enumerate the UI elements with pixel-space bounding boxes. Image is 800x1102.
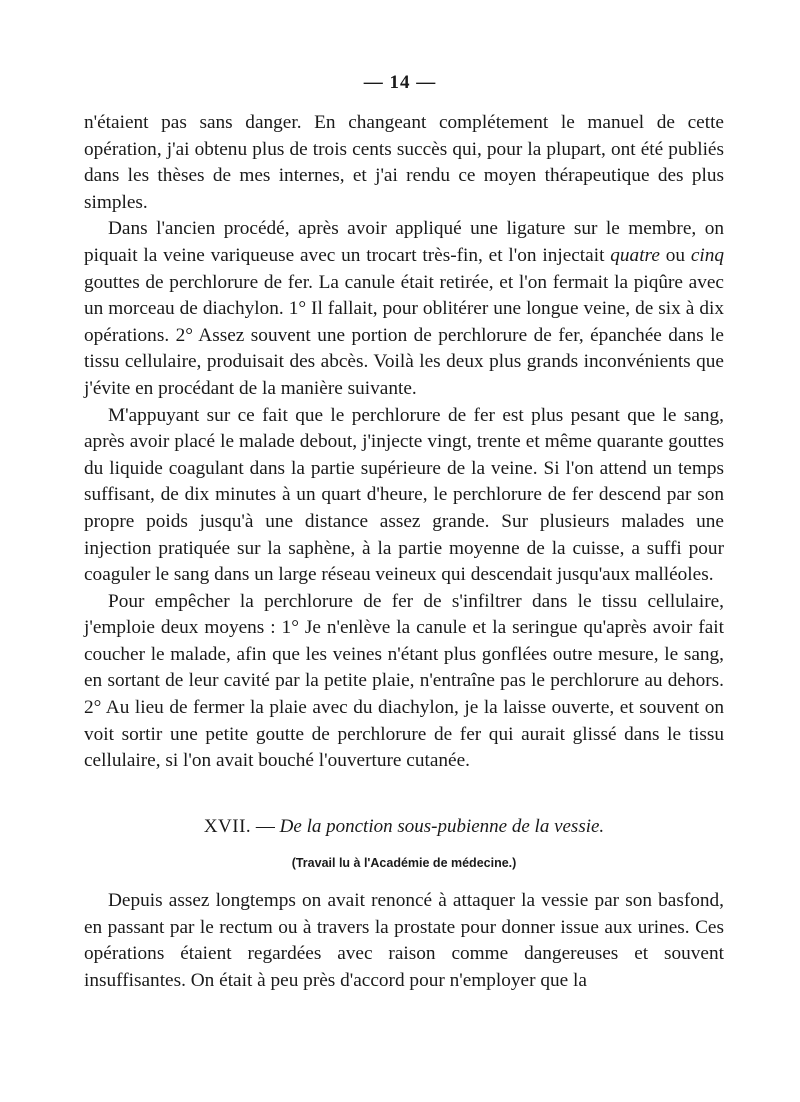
paragraph-4: Pour empêcher la perchlorure de fer de s'infiltrer dans le tissu cellulaire, j'emploie deux moyens : 1° Je n'enlève la canule et la seringue qu'après avoir fait coucher le malade, afin que les veines n'étant plus gonflées outre mesure, le sang, en sortant de leur cavité par la petite plaie, n'entraîne pas le perchlorure au dehors. 2° Au lieu de fermer la plaie avec du diachylon, je la laisse ouverte, et souvent on voit sortir une petite goutte de perchlorure de fer qui aurait glissé dans le tissu cellulaire, si l'on avait bouché l'ouverture cutanée. (84, 590, 724, 772)
section-paragraph-1: Depuis assez longtemps on avait renoncé à attaquer la vessie par son basfond, en passant par le rectum ou à travers la prostate pour donner issue aux urines. Ces opérations étaient regardées avec raison comme dangereuses et souvent insuffisantes. On était à peu près d'accord pour n'employer que la (84, 890, 724, 991)
paragraph-2-end: gouttes de perchlorure de fer. La canule était retirée, et l'on fermait la piqûre avec un morceau de diachylon. 1° Il fallait, pour oblitérer une longue veine, de six à dix opérations. 2° Assez souvent une portion de perchlorure de fer, épanchée dans le tissu cellulaire, produisait des abcès. Voilà les deux plus grands inconvénients que j'évite en procédant de la manière suivante. (84, 271, 724, 399)
section-body-text (84, 888, 724, 994)
section-heading (84, 816, 724, 838)
paragraph-3: M'appuyant sur ce fait que le perchlorure de fer est plus pesant que le sang, après avoir placé le malade debout, j'injecte vingt, trente et même quarante gouttes du liquide coagulant dans la partie supérieure de la veine. Si l'on attend un temps suffisant, de dix minutes à un quart d'heure, le perchlorure de fer descend par son propre poids jusqu'à une distance assez grande. Sur plusieurs malades une injection pratiquée sur la saphène, à la partie moyenne de la cuisse, a suffi pour coaguler le sang dans un large réseau veineux qui descendait jusqu'aux malléoles. (84, 404, 724, 586)
page-number: — 14 — (363, 72, 437, 93)
section-number: XVII. (203, 816, 252, 837)
body-text (84, 110, 724, 775)
section-note: (Travail lu à l'Académie de médecine.) (291, 856, 517, 870)
paragraph-2 (84, 216, 724, 402)
italic-word-quatre: quatre (610, 244, 660, 266)
section-dash: — (251, 816, 280, 837)
paragraph-2-start: Dans l'ancien procédé, après avoir appliqué une ligature sur le membre, on piquait la veine variqueuse avec un trocart très-fin, et l'on injectait (84, 218, 724, 266)
section-title: De la ponction sous-pubienne de la vessie. (279, 816, 605, 837)
paragraph-2-mid: ou (659, 244, 691, 266)
paragraph-1: n'étaient pas sans danger. En changeant complétement le manuel de cette opération, j'ai obtenu plus de trois cents succès qui, pour la plupart, ont été publiés dans les thèses de mes internes, et j'ai rendu ce moyen thérapeutique des plus simples. (84, 112, 724, 213)
italic-word-cinq: cinq (690, 244, 725, 266)
